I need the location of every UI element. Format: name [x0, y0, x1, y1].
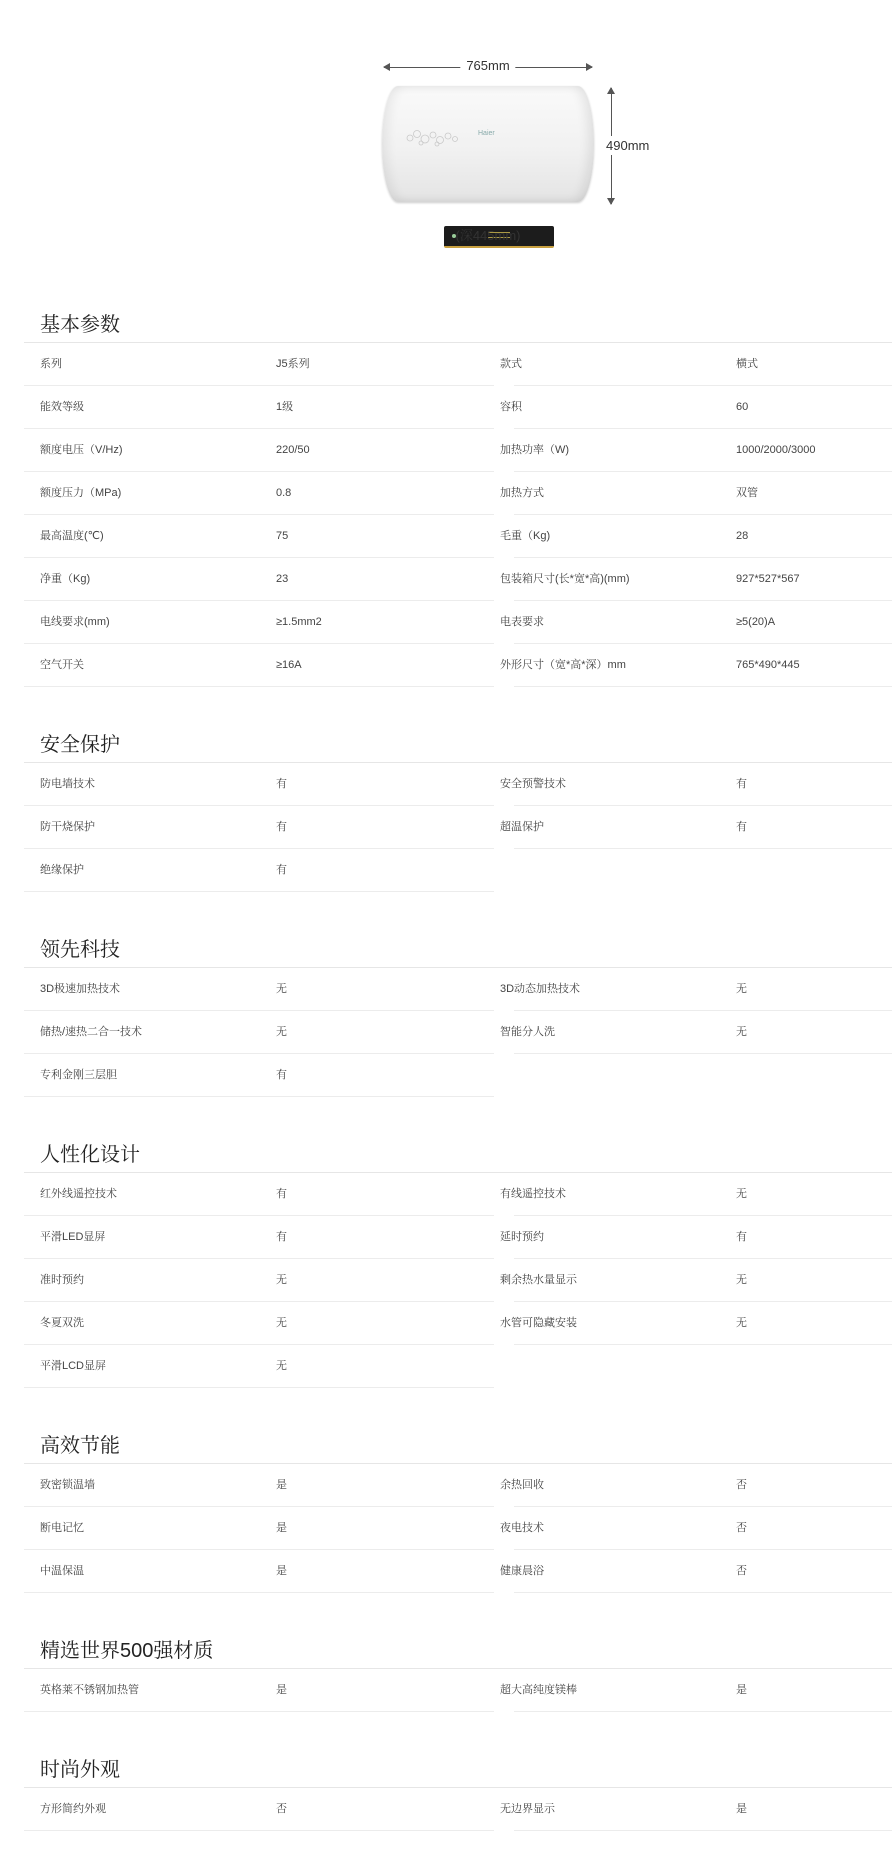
spec-row [24, 849, 494, 892]
spec-value: 横式 [736, 358, 758, 370]
spec-row [494, 1507, 892, 1550]
spec-value: 是 [276, 1684, 287, 1696]
spec-value: 无 [276, 983, 287, 995]
spec-row [494, 1302, 892, 1345]
spec-value: 60 [736, 401, 749, 413]
spec-value: 是 [276, 1565, 287, 1577]
spec-key: 中温保温 [40, 1565, 84, 1577]
spec-key: 智能分人洗 [500, 1026, 555, 1038]
section-title: 基本参数 [24, 307, 892, 343]
spec-row [24, 515, 494, 558]
height-label: 490mm [606, 138, 650, 153]
spec-key: 3D动态加热技术 [500, 983, 581, 995]
spec-row [494, 386, 892, 429]
spec-key: 余热回收 [500, 1479, 544, 1491]
spec-row [494, 1464, 892, 1507]
depth-label: (深445mm) [455, 228, 521, 243]
spec-row [494, 1173, 892, 1216]
spec-row [494, 343, 892, 386]
spec-row [24, 644, 494, 687]
spec-value: ≥1.5mm2 [276, 616, 322, 628]
spec-value: 无 [276, 1274, 287, 1286]
spec-key: 有线遥控技术 [500, 1188, 566, 1200]
height-dimension [606, 88, 666, 204]
spec-value: 927*527*567 [736, 573, 800, 585]
spec-row [494, 472, 892, 515]
spec-row [24, 1259, 494, 1302]
spec-key: 超温保护 [500, 821, 544, 833]
spec-row [24, 1302, 494, 1345]
spec-row [24, 1345, 494, 1388]
spec-grid [24, 968, 892, 1097]
spec-value: 否 [276, 1803, 287, 1815]
spec-key: 额度电压（V/Hz) [40, 444, 123, 456]
spec-section [24, 1428, 892, 1593]
spec-key: 电线要求(mm) [40, 616, 110, 628]
spec-key: 款式 [500, 358, 522, 370]
spec-value: 是 [736, 1803, 747, 1815]
arrow-down-icon [607, 198, 615, 205]
spec-section [24, 1137, 892, 1388]
spec-row [494, 1011, 892, 1054]
spec-row [494, 429, 892, 472]
spec-value: 是 [736, 1684, 747, 1696]
spec-row [494, 601, 892, 644]
spec-value: 无 [736, 1317, 747, 1329]
spec-row [24, 1216, 494, 1259]
spec-row [494, 515, 892, 558]
spec-key: 净重（Kg) [40, 573, 91, 585]
spec-value: 无 [736, 1274, 747, 1286]
spec-value: 1000/2000/3000 [736, 444, 816, 456]
section-title: 高效节能 [24, 1428, 892, 1464]
spec-value: 是 [276, 1479, 287, 1491]
product-figure [370, 50, 660, 250]
spec-row [494, 1550, 892, 1593]
spec-value: 有 [276, 1188, 287, 1200]
spec-key: 加热方式 [500, 487, 544, 499]
spec-grid [24, 1173, 892, 1388]
section-title: 时尚外观 [24, 1752, 892, 1788]
spec-row [24, 763, 494, 806]
spec-value: ≥5(20)A [736, 616, 776, 628]
spec-value: 有 [276, 778, 287, 790]
spec-key: 冬夏双洗 [40, 1317, 84, 1329]
spec-key: 英格莱不锈钢加热管 [40, 1684, 139, 1696]
spec-value: 765*490*445 [736, 659, 800, 671]
spec-grid [24, 343, 892, 687]
spec-key: 防电墙技术 [40, 778, 95, 790]
spec-key: 毛重（Kg) [500, 530, 551, 542]
spec-key: 致密锁温墙 [40, 1479, 95, 1491]
spec-key: 准时预约 [40, 1274, 84, 1286]
spec-row [24, 558, 494, 601]
spec-key: 延时预约 [500, 1231, 544, 1243]
spec-key: 健康晨浴 [500, 1565, 544, 1577]
spec-value: 无 [736, 1188, 747, 1200]
spec-value: 28 [736, 530, 749, 542]
spec-value: J5系列 [276, 358, 310, 370]
spec-row [494, 1669, 892, 1712]
spec-key: 断电记忆 [40, 1522, 84, 1534]
spec-row [24, 1054, 494, 1097]
spec-key: 剩余热水量显示 [500, 1274, 577, 1286]
spec-section [24, 1752, 892, 1831]
spec-value: 否 [736, 1479, 747, 1491]
spec-row [24, 601, 494, 644]
arrow-left-icon [383, 63, 390, 71]
spec-key: 方形简约外观 [40, 1803, 106, 1815]
spec-value: 23 [276, 573, 289, 585]
spec-value: 无 [276, 1026, 287, 1038]
floral-pattern-icon [404, 126, 464, 150]
spec-key: 安全预警技术 [500, 778, 566, 790]
spec-value: 无 [276, 1317, 287, 1329]
spec-row [494, 644, 892, 687]
spec-key: 空气开关 [40, 659, 84, 671]
spec-key: 电表要求 [500, 616, 544, 628]
arrow-up-icon [607, 87, 615, 94]
section-title: 领先科技 [24, 932, 892, 968]
spec-key: 能效等级 [40, 401, 84, 413]
spec-row [24, 968, 494, 1011]
spec-row [24, 1550, 494, 1593]
spec-row [494, 806, 892, 849]
spec-value: 有 [736, 778, 747, 790]
spec-key: 红外线遥控技术 [40, 1188, 117, 1200]
spec-row [494, 968, 892, 1011]
spec-key: 水管可隐藏安装 [500, 1317, 577, 1329]
spec-row [24, 429, 494, 472]
spec-key: 夜电技术 [500, 1522, 544, 1534]
spec-key: 储热/速热二合一技术 [40, 1026, 143, 1038]
spec-grid [24, 1788, 892, 1831]
arrow-right-icon [586, 63, 593, 71]
spec-key: 系列 [40, 358, 62, 370]
spec-value: 0.8 [276, 487, 292, 499]
spec-value: 无 [736, 1026, 747, 1038]
spec-value: 无 [736, 983, 747, 995]
spec-grid [24, 763, 892, 892]
spec-value: 否 [736, 1522, 747, 1534]
spec-section [24, 727, 892, 892]
spec-key: 外形尺寸（宽*高*深）mm [500, 659, 626, 671]
spec-value: 220/50 [276, 444, 310, 456]
spec-value: 有 [736, 821, 747, 833]
width-label: 765mm [460, 58, 515, 73]
section-title: 精选世界500强材质 [24, 1633, 892, 1669]
spec-value: 75 [276, 530, 289, 542]
spec-key: 防干烧保护 [40, 821, 95, 833]
section-title: 人性化设计 [24, 1137, 892, 1173]
spec-section [24, 1633, 892, 1712]
spec-row [24, 1788, 494, 1831]
spec-row [494, 1788, 892, 1831]
spec-value: 有 [276, 864, 287, 876]
spec-row [24, 1507, 494, 1550]
spec-value: 有 [276, 1231, 287, 1243]
spec-row [24, 472, 494, 515]
spec-key: 加热功率（W) [500, 444, 570, 456]
spec-row [24, 1669, 494, 1712]
spec-key: 专利金刚三层胆 [40, 1069, 117, 1081]
spec-key: 绝缘保护 [40, 864, 84, 876]
spec-key: 平滑LCD显屏 [40, 1360, 107, 1372]
spec-row [24, 1173, 494, 1216]
spec-row [24, 343, 494, 386]
spec-key: 容积 [500, 401, 522, 413]
spec-row [24, 806, 494, 849]
spec-key: 额度压力（MPa) [40, 487, 122, 499]
spec-row [494, 763, 892, 806]
spec-sections [24, 307, 892, 1852]
spec-value: 无 [276, 1360, 287, 1372]
spec-grid [24, 1669, 892, 1712]
spec-row [494, 1259, 892, 1302]
spec-value: 1级 [276, 401, 294, 413]
spec-row [24, 1011, 494, 1054]
spec-value: 有 [276, 821, 287, 833]
spec-key: 包装箱尺寸(长*宽*高)(mm) [500, 573, 630, 585]
spec-key: 最高温度(℃) [40, 530, 104, 542]
spec-section [24, 932, 892, 1097]
spec-row [24, 386, 494, 429]
spec-value: 否 [736, 1565, 747, 1577]
spec-key: 无边界显示 [500, 1803, 555, 1815]
spec-value: 是 [276, 1522, 287, 1534]
spec-value: 双管 [736, 487, 758, 499]
spec-row [494, 1216, 892, 1259]
spec-row [494, 558, 892, 601]
water-heater-image [382, 86, 594, 202]
brand-logo: Haier [478, 130, 495, 137]
spec-section [24, 307, 892, 687]
section-title: 安全保护 [24, 727, 892, 763]
spec-grid [24, 1464, 892, 1593]
spec-value: 有 [276, 1069, 287, 1081]
spec-value: ≥16A [276, 659, 302, 671]
spec-row [24, 1464, 494, 1507]
spec-value: 有 [736, 1231, 747, 1243]
spec-key: 超大高纯度镁棒 [500, 1684, 577, 1696]
spec-key: 平滑LED显屏 [40, 1231, 106, 1243]
spec-key: 3D极速加热技术 [40, 983, 121, 995]
width-dimension [384, 56, 592, 78]
